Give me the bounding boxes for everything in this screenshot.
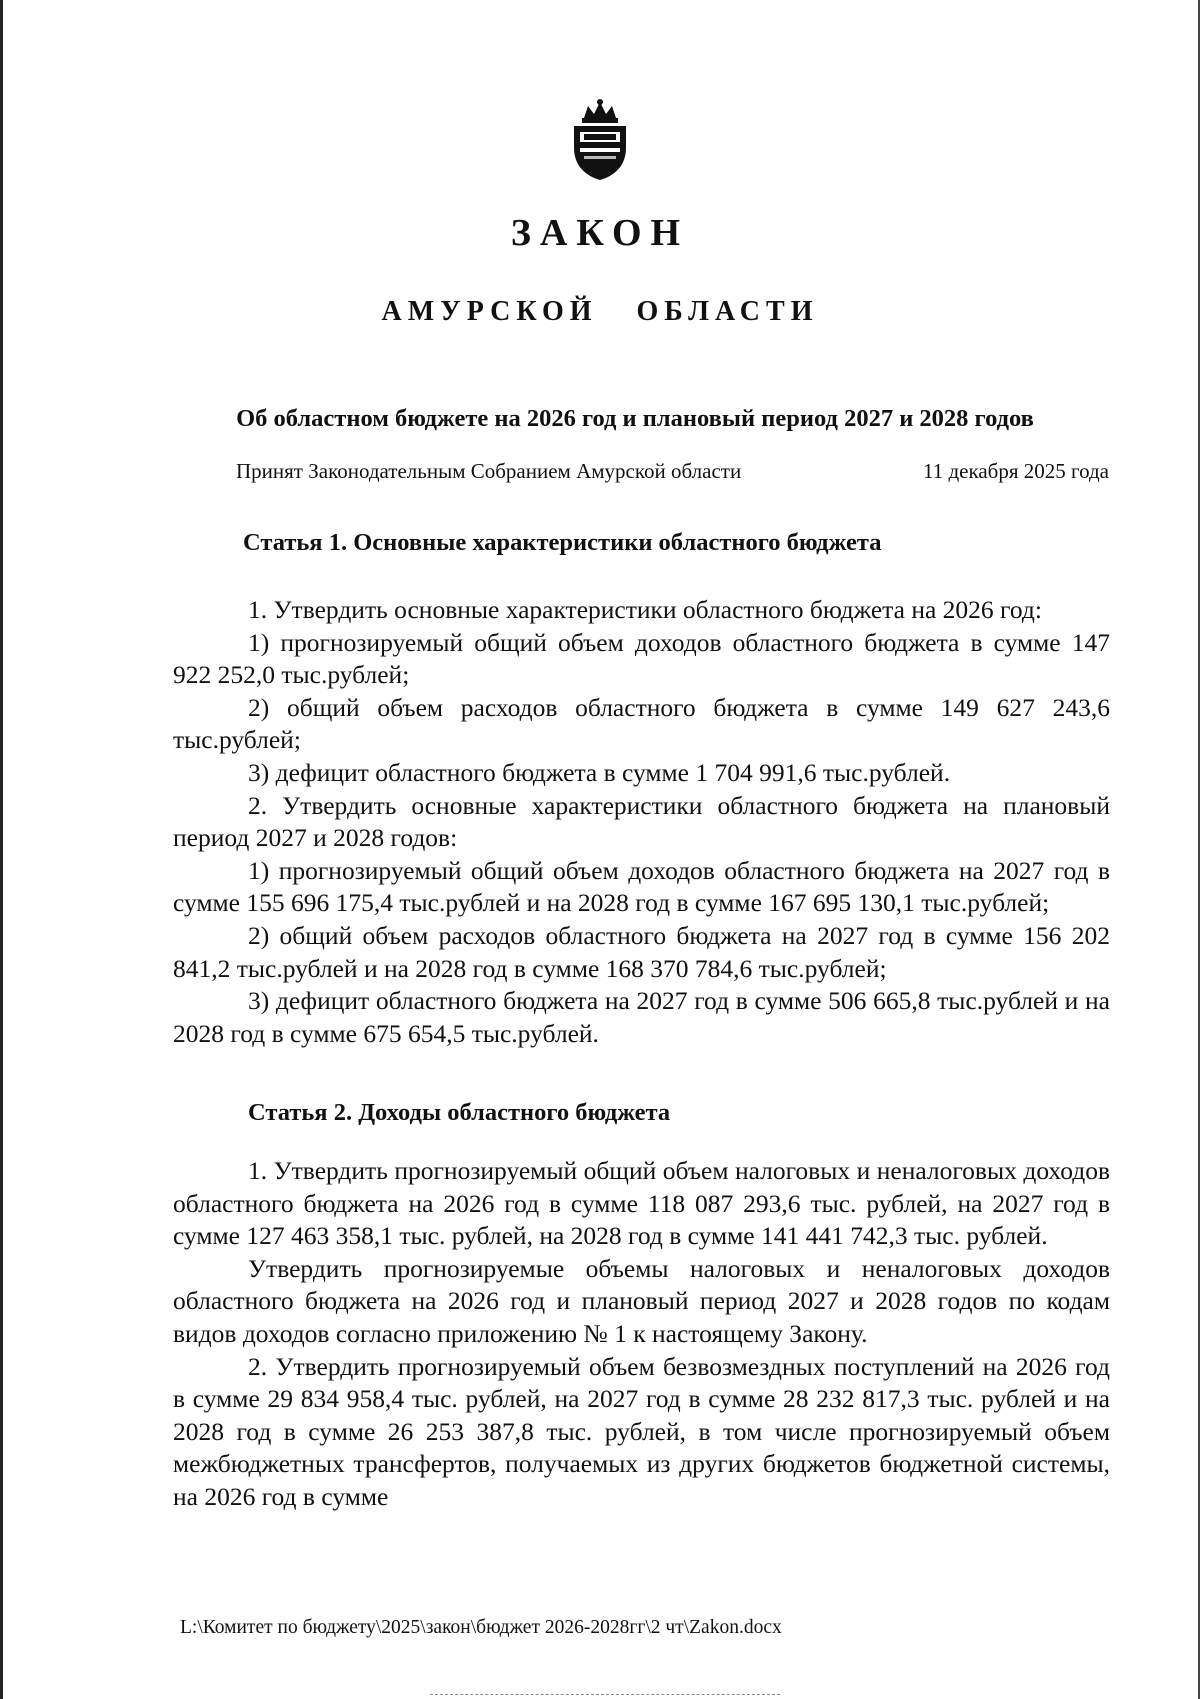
article-2-title: Статья 2. Доходы областного бюджета: [248, 1099, 671, 1126]
document-title: ЗАКОН: [510, 212, 690, 254]
adoption-date: 11 декабря 2025 года: [922, 459, 1109, 483]
paragraph: 2. Утвердить основные характеристики областного бюджета на плановый период 2027 и 2028 годов:: [173, 790, 1110, 853]
adoption-line: [236, 459, 1109, 484]
paragraph: 1) прогнозируемый общий объем доходов областного бюджета на 2027 год в сумме 155 696 175,4 тыс.рублей и на 2028 год в сумме 167 695 130,1 тыс.рублей;: [173, 855, 1110, 918]
paragraph: 3) дефицит областного бюджета на 2027 год в сумме 506 665,8 тыс.рублей и на 2028 год в сумме 675 654,5 тыс.рублей.: [173, 986, 1110, 1048]
document-subtitle: АМУРСКОЙ ОБЛАСТИ: [381, 296, 819, 327]
file-path-footer: L:\Комитет по бюджету\2025\закон\бюджет 2026-2028гг\2 чт\Zakon.docx: [180, 1617, 782, 1638]
paragraph: 1) прогнозируемый общий объем доходов областного бюджета в сумме 147 922 252,0 тыс.рублей;: [173, 627, 1110, 690]
paragraph: Утвердить прогнозируемые объемы налоговых и неналоговых доходов областного бюджета на 2026 год и плановый период 2027 и 2028 годов по кодам видов доходов согласно приложению № 1 к настоящему Закону.: [173, 1253, 1110, 1348]
paragraph: 1. Утвердить основные характеристики областного бюджета на 2026 год:: [248, 595, 1042, 624]
article-2-body: [173, 1155, 1110, 1514]
paragraph: 2. Утвердить прогнозируемый объем безвозмездных поступлений на 2026 год в сумме 29 834 958,4 тыс. рублей, на 2027 год в сумме 28 232 817,3 тыс. рублей и на 2028 год в сумме 26 253 387,8 тыс. рублей, в том числе прогнозируемый объем межбюджетных трансфертов, получаемых из других бюджетов бюджетной системы, на 2026 год в сумме: [173, 1351, 1110, 1511]
paragraph: 2) общий объем расходов областного бюджета в сумме 149 627 243,6 тыс.рублей;: [173, 692, 1110, 755]
law-name: Об областном бюджете на 2026 год и плановый период 2027 и 2028 годов: [236, 405, 1034, 432]
article-1-body: [173, 594, 1110, 1050]
paragraph: 3) дефицит областного бюджета в сумме 1 704 991,6 тыс.рублей.: [248, 757, 951, 787]
adopted-by: Принят Законодательным Собранием Амурской области: [236, 459, 742, 483]
paragraph: 2) общий объем расходов областного бюджета на 2027 год в сумме 156 202 841,2 тыс.рублей и на 2028 год в сумме 168 370 784,6 тыс.рублей;: [173, 920, 1110, 983]
paragraph: 1. Утвердить прогнозируемый общий объем налоговых и неналоговых доходов областного бюджета на 2026 год в сумме 118 087 293,6 тыс. рублей, на 2027 год в сумме 127 463 358,1 тыс. рублей, на 2028 год в сумме 141 441 742,3 тыс. рублей.: [173, 1156, 1110, 1251]
page-bottom-edge: [430, 1694, 780, 1696]
coat-of-arms-icon: [568, 96, 632, 180]
article-1-title: Статья 1. Основные характеристики областного бюджета: [243, 529, 882, 556]
